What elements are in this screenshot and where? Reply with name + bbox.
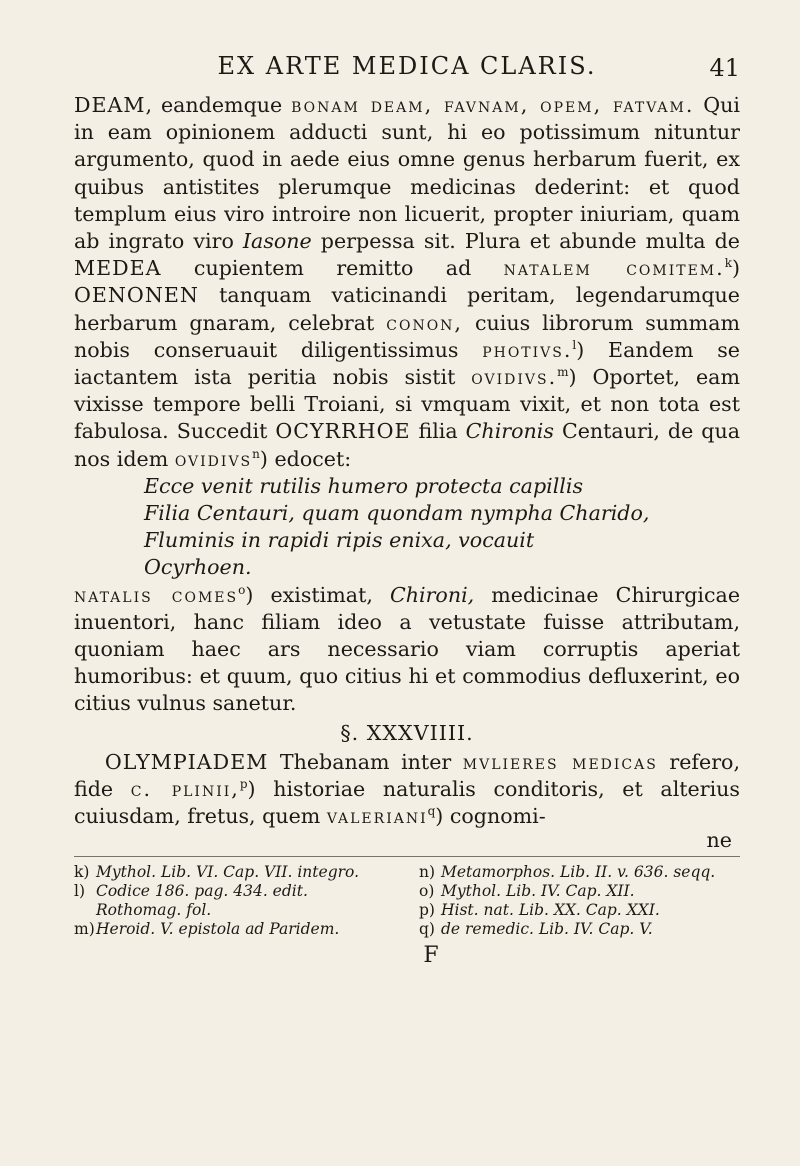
footnote-text: Hist. nat. Lib. XX. Cap. XXI. — [441, 901, 660, 920]
footnote-text: de remedic. Lib. IV. Cap. V. — [441, 920, 653, 939]
name-deam: DEAM — [74, 93, 146, 117]
footnote — [419, 920, 740, 939]
paragraph-deam — [74, 92, 740, 473]
footnote — [419, 882, 740, 901]
name-chiron: Chironi, — [389, 582, 475, 607]
footnote-label: q) — [419, 920, 435, 939]
text-run: ) edocet: — [259, 446, 352, 471]
footnote-text: Metamorphos. Lib. II. v. 636. seqq. — [441, 863, 716, 882]
name-oenone: OENONEN — [74, 283, 199, 308]
name-ovidius: ovidivs. — [471, 365, 558, 390]
note-ref-l: l — [572, 337, 577, 352]
catchword: ne — [706, 828, 732, 853]
text-run: perpessa sit. Plura et abunde multa de — [311, 229, 740, 254]
footnote-text: Mythol. Lib. IV. Cap. XII. — [441, 882, 635, 901]
signature-mark: F — [423, 943, 439, 969]
text-run: Centauri, de qua nos idem — [74, 419, 741, 471]
name-conon: conon, — [386, 310, 463, 335]
verse-line: Ocyrhoen. — [144, 555, 252, 580]
verse-line: Ecce venit rutilis humero protecta capillis — [144, 473, 584, 498]
footnote — [74, 920, 395, 939]
note-ref-k: k — [724, 256, 732, 271]
footnote — [419, 863, 740, 882]
footnotes-right-column — [419, 863, 740, 939]
main-text — [74, 92, 741, 853]
name-iason: Iasone — [242, 229, 312, 254]
text-run: ) cognomi- — [435, 804, 546, 829]
text-run: medicinae Chirurgicae inuentori, hanc filiam ideo a vetustate fuisse attributam, quoniam haec ars necessario viam corruptis aperiat humoribus: et quum, quo citius hi et commodius defluxerint, eo citius vulnus sanetur. — [74, 582, 741, 716]
footnotes — [74, 863, 740, 939]
footnote-rule — [74, 856, 740, 857]
text-run: Thebanam inter — [268, 749, 463, 774]
text-run: ) Oportet, eam vixisse tempore belli Troiani, si vmquam vixit, et non tota est fabulosa. Succedit — [74, 365, 740, 444]
footnote-label: p) — [419, 901, 435, 920]
footnote — [74, 882, 395, 920]
paragraph-olympias — [74, 749, 740, 831]
note-ref-o: o — [238, 582, 246, 597]
footnote-label: l) — [74, 882, 86, 901]
page-number: 41 — [709, 54, 740, 82]
name-ocyrrhoe: OCYRRHOE — [275, 419, 411, 444]
text-run: cuius librorum summam nobis conseruauit diligentissimus — [74, 310, 740, 362]
name-olympias: OLYMPIADEM — [104, 749, 269, 774]
note-ref-n: n — [252, 446, 260, 461]
footnote — [419, 901, 740, 920]
phrase-mulieres-medicas: mvlieres medicas — [462, 749, 658, 774]
footnote-label: m) — [74, 920, 95, 939]
footnote-text: Codice 186. pag. 434. edit. Rothomag. fol. — [96, 882, 308, 920]
text-run: ) — [731, 256, 741, 281]
running-title: EX ARTE MEDICA CLARIS. — [217, 52, 597, 80]
text-run: ) Eandem se iactantem ista peritia nobis sistit — [74, 337, 740, 390]
verse-line: Fluminis in rapidi ripis enixa, vocauit — [144, 528, 535, 553]
footnote-label: o) — [419, 882, 435, 901]
name-plinius: c. plinii, — [130, 777, 240, 802]
name-natalis-comes: natalem comitem. — [503, 256, 725, 281]
text-run: Qui in eam opinionem adducti sunt, hi eo potissimum nituntur argumento, quod in aede eius omne genus herbarum fuerit, ex quibus antistites plerumque medicinas dederint: et quod templum eius viro introire non licuerit, propter iniuriam, quam ab ingrato viro — [74, 93, 740, 254]
name-ovidius: ovidivs — [174, 446, 253, 471]
name-bona-dea: bonam deam, favnam, opem, fatvam. — [291, 93, 695, 117]
footnote-label: n) — [419, 863, 436, 882]
text-run: refero, fide — [74, 749, 740, 802]
text-run: cupientem remitto ad — [161, 256, 504, 281]
text-run: ) historiae naturalis conditoris, et alterius cuiusdam, fretus, quem — [74, 777, 741, 829]
name-chiron: Chironis — [465, 419, 554, 444]
paragraph-natalis-comes — [74, 582, 740, 718]
footnote-text: Mythol. Lib. VI. Cap. VII. integro. — [96, 863, 360, 882]
name-valerianus: valeriani — [326, 804, 428, 829]
note-ref-p: p — [239, 777, 248, 792]
note-ref-m: m — [557, 365, 569, 380]
note-ref-q: q — [427, 804, 436, 819]
footnotes-left-column — [74, 863, 395, 939]
footnote-label: k) — [74, 863, 90, 882]
verse-quotation — [144, 473, 740, 582]
running-head — [74, 52, 740, 88]
text-run: filia — [410, 419, 466, 444]
verse-line: Filia Centauri, quam quondam nympha Charido, — [144, 501, 650, 526]
text-run: ) existimat, — [245, 582, 390, 607]
footnote — [74, 863, 395, 882]
name-medea: MEDEA — [74, 256, 162, 281]
name-photius: photivs. — [482, 337, 573, 362]
text-run: tanquam vaticinandi peritam, legendarumque herbarum gnaram, celebrat — [74, 283, 740, 335]
name-natalis-comes: natalis comes — [74, 582, 239, 607]
text-run: , eandemque — [145, 93, 292, 117]
footnote-text: Heroid. V. epistola ad Paridem. — [96, 920, 340, 939]
section-heading: §. XXXVIIII. — [340, 720, 474, 745]
